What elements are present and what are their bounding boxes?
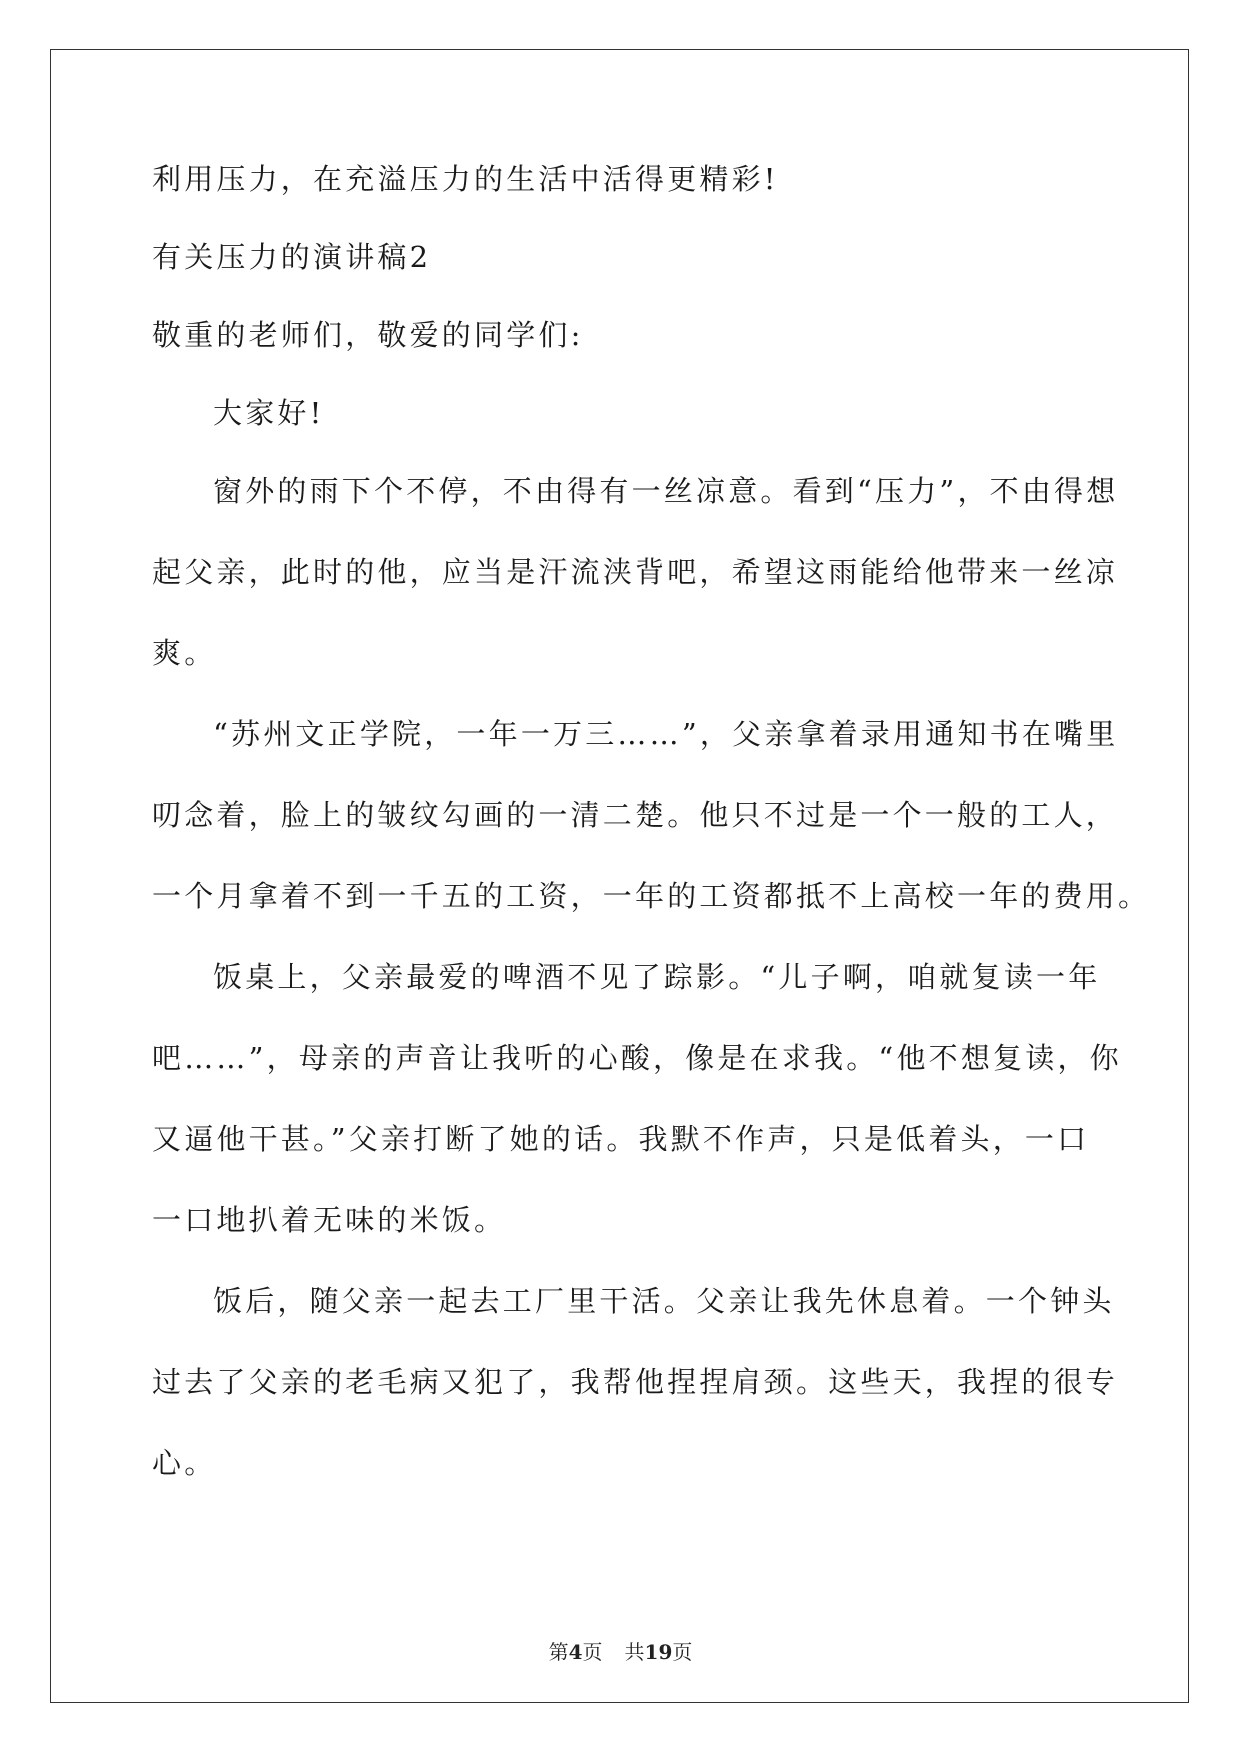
page-footer: [0, 1636, 1241, 1665]
paragraph-line: 爽。: [152, 636, 217, 670]
page-number: 4: [568, 1640, 583, 1664]
page-suffix: 页: [582, 1640, 603, 1664]
page-prefix: 第: [548, 1640, 569, 1664]
closing-sentence: 利用压力，在充溢压力的生活中活得更精彩!: [152, 162, 779, 196]
paragraph-line: 吧……”，母亲的声音让我听的心酸，像是在求我。“他不想复读，你: [152, 1041, 1122, 1075]
paragraph-line: 心。: [152, 1446, 217, 1480]
page-total: 19: [644, 1640, 673, 1664]
paragraph-line: 饭后，随父亲一起去工厂里干活。父亲让我先休息着。一个钟头: [213, 1284, 1115, 1318]
document-body: [152, 160, 1151, 1482]
total-suffix: 页: [672, 1640, 693, 1664]
greeting: 大家好!: [213, 396, 325, 430]
salutation: 敬重的老师们，敬爱的同学们:: [152, 318, 584, 352]
paragraph-line: 过去了父亲的老毛病又犯了，我帮他捏捏肩颈。这些天，我捏的很专: [152, 1365, 1119, 1399]
paragraph-line: 一口地扒着无味的米饭。: [152, 1203, 507, 1237]
paragraph-line: 起父亲，此时的他，应当是汗流浃背吧，希望这雨能给他带来一丝凉: [152, 555, 1119, 589]
paragraph-line: 窗外的雨下个不停，不由得有一丝凉意。看到“压力”，不由得想: [213, 474, 1119, 508]
paragraph-line: 饭桌上，父亲最爱的啤酒不见了踪影。“儿子啊，咱就复读一年: [213, 960, 1101, 994]
section-title: 有关压力的演讲稿2: [152, 240, 432, 274]
paragraph-line: “苏州文正学院，一年一万三……”，父亲拿着录用通知书在嘴里: [213, 717, 1119, 751]
paragraph-line: 一个月拿着不到一千五的工资，一年的工资都抵不上高校一年的费用。: [152, 879, 1151, 913]
paragraph-line: 又逼他干甚。”父亲打断了她的话。我默不作声，只是低着头，一口: [152, 1122, 1090, 1156]
paragraph-line: 叨念着，脸上的皱纹勾画的一清二楚。他只不过是一个一般的工人，: [152, 798, 1119, 832]
total-prefix: 共: [624, 1640, 645, 1664]
